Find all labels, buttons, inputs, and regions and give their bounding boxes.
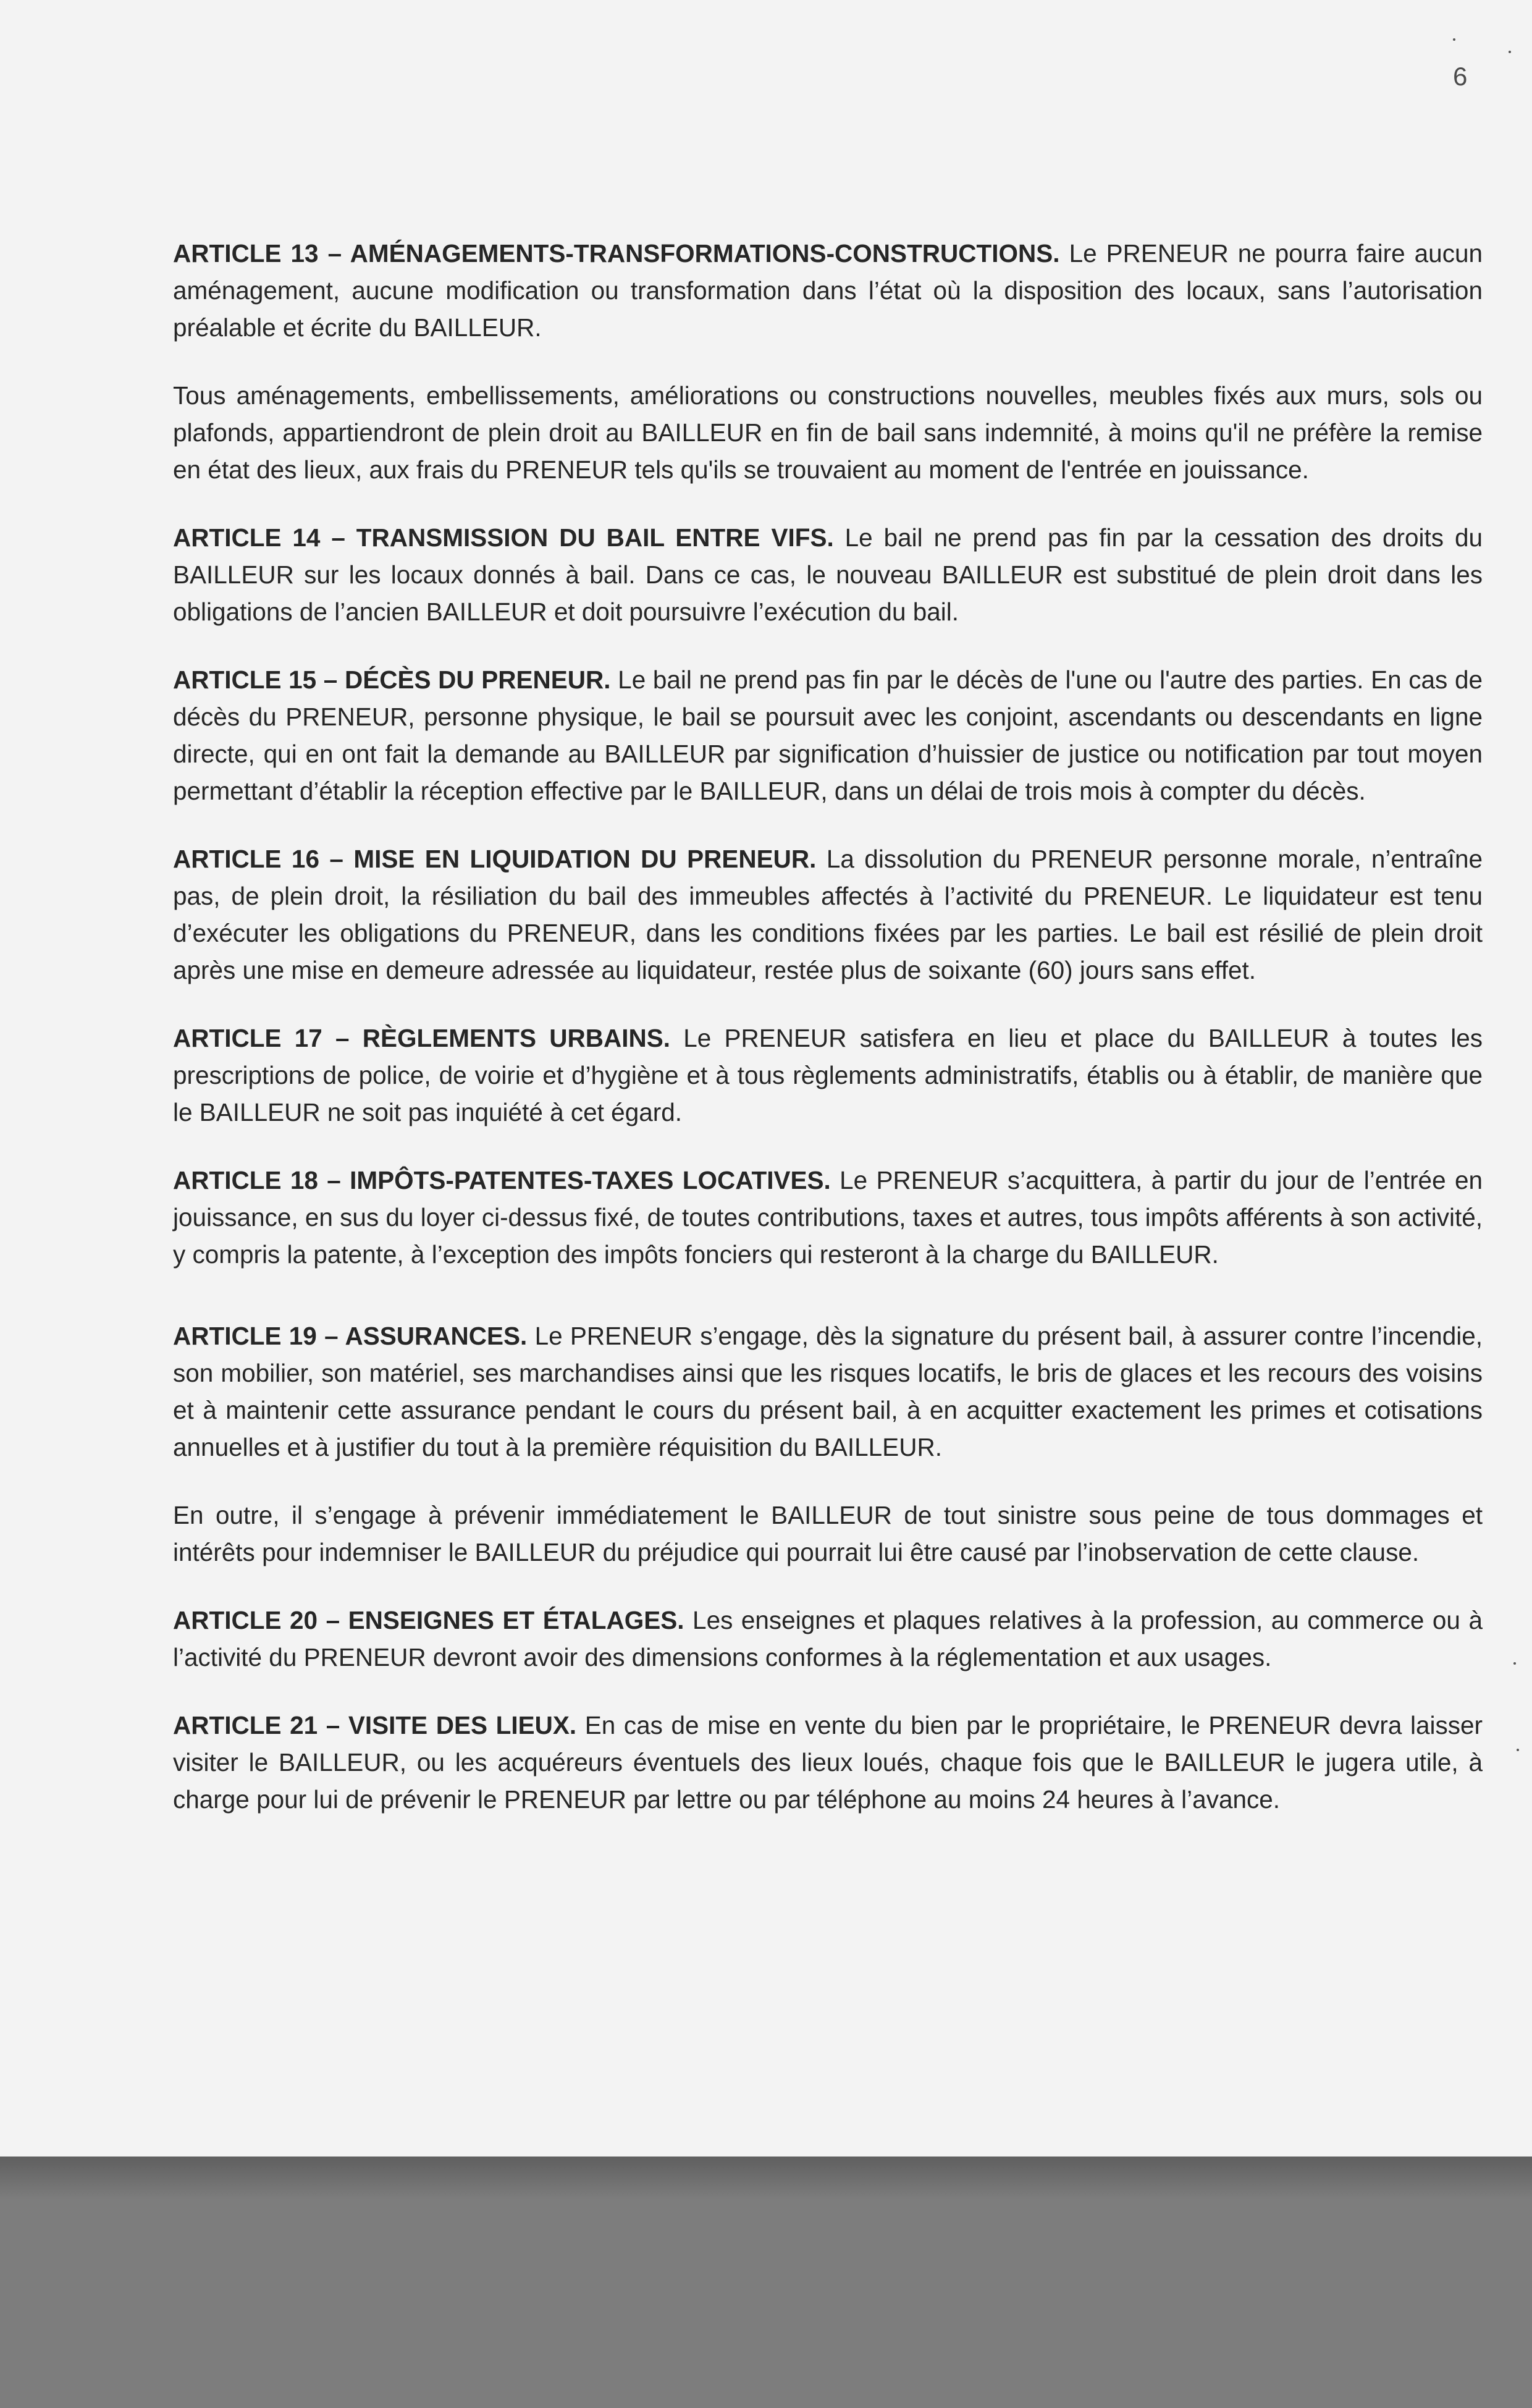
scan-background xyxy=(0,2157,1532,2200)
scan-speck xyxy=(1509,51,1511,53)
article-text: Le bail ne prend pas fin par le décès de l'une ou l'autre des parties. En cas de décès du PRENEUR, personne physique, le bail se poursuit avec les conjoint, ascendants ou descendants en ligne directe, qui en ont fait la demande au BAILLEUR par signification d’huissier de justice ou notification par tout moyen permettant d’établir la réception effective par le BAILLEUR, dans un délai de trois mois à compter du décès. xyxy=(173,665,1483,805)
article-title: ARTICLE 16 – MISE EN LIQUIDATION DU PRENEUR. xyxy=(173,845,817,873)
article-title: ARTICLE 18 – IMPÔTS-PATENTES-TAXES LOCATIVES. xyxy=(173,1166,831,1194)
scan-speck xyxy=(1513,1662,1516,1665)
article-title: ARTICLE 14 – TRANSMISSION DU BAIL ENTRE VIFS. xyxy=(173,523,834,552)
article-text: En cas de mise en vente du bien par le propriétaire, le PRENEUR devra laisser visiter le BAILLEUR, ou les acquéreurs éventuels des lieux loués, chaque fois que le BAILLEUR le jugera utile, à charge pour lui de prévenir le PRENEUR par lettre ou par téléphone au moins 24 heures à l’avance. xyxy=(173,1711,1483,1814)
article-16 xyxy=(173,840,1483,989)
scan-speck xyxy=(1453,38,1455,41)
article-13-paragraph-2 xyxy=(173,377,1483,488)
article-18 xyxy=(173,1162,1483,1273)
article-text: En outre, il s’engage à prévenir immédiatement le BAILLEUR de tout sinistre sous peine de tous dommages et intérêts pour indemniser le BAILLEUR du préjudice qui pourrait lui être causé par l’inobservation de cette clause. xyxy=(173,1501,1483,1566)
article-21 xyxy=(173,1707,1483,1818)
article-14 xyxy=(173,519,1483,630)
article-19-paragraph-2 xyxy=(173,1497,1483,1571)
article-text: Le PRENEUR s’acquittera, à partir du jour de l’entrée en jouissance, en sus du loyer ci-dessus fixé, de toutes contributions, taxes et autres, tous impôts afférents à son activité, y compris la patente, à l’exception des impôts fonciers qui resteront à la charge du BAILLEUR. xyxy=(173,1166,1483,1269)
article-13 xyxy=(173,235,1483,346)
article-title: ARTICLE 15 – DÉCÈS DU PRENEUR. xyxy=(173,665,611,694)
article-title: ARTICLE 21 – VISITE DES LIEUX. xyxy=(173,1711,577,1739)
article-title: ARTICLE 13 – AMÉNAGEMENTS-TRANSFORMATIONS-CONSTRUCTIONS. xyxy=(173,239,1060,268)
scan-speck xyxy=(1517,1749,1519,1751)
document-body xyxy=(173,235,1483,1849)
article-text: Le PRENEUR s’engage, dès la signature du présent bail, à assurer contre l’incendie, son mobilier, son matériel, ses marchandises ainsi que les risques locatifs, le bris de glaces et les recours des voisins et à maintenir cette assurance pendant le cours du présent bail, à en acquitter exactement les primes et cotisations annuelles et à justifier du tout à la première réquisition du BAILLEUR. xyxy=(173,1322,1483,1461)
article-text: Le PRENEUR ne pourra faire aucun aménagement, aucune modification ou transformation dans l’état où la disposition des locaux, sans l’autorisation préalable et écrite du BAILLEUR. xyxy=(173,239,1483,342)
article-text: Les enseignes et plaques relatives à la profession, au commerce ou à l’activité du PRENEUR devront avoir des dimensions conformes à la réglementation et aux usages. xyxy=(173,1606,1483,1671)
article-text: Tous aménagements, embellissements, améliorations ou constructions nouvelles, meubles fixés aux murs, sols ou plafonds, appartiendront de plein droit au BAILLEUR en fin de bail sans indemnité, à moins qu'il ne préfère la remise en état des lieux, aux frais du PRENEUR tels qu'ils se trouvaient au moment de l'entrée en jouissance. xyxy=(173,381,1483,484)
article-15 xyxy=(173,661,1483,809)
article-text: Le bail ne prend pas fin par la cessation des droits du BAILLEUR sur les locaux donnés à bail. Dans ce cas, le nouveau BAILLEUR est substitué de plein droit dans les obligations de l’ancien BAILLEUR et doit poursuivre l’exécution du bail. xyxy=(173,523,1483,626)
article-text: Le PRENEUR satisfera en lieu et place du BAILLEUR à toutes les prescriptions de police, de voirie et d’hygiène et à tous règlements administratifs, établis ou à établir, de manière que le BAILLEUR ne soit pas inquiété à cet égard. xyxy=(173,1024,1483,1126)
article-17 xyxy=(173,1020,1483,1131)
article-title: ARTICLE 19 – ASSURANCES. xyxy=(173,1322,528,1350)
article-title: ARTICLE 20 – ENSEIGNES ET ÉTALAGES. xyxy=(173,1606,684,1634)
article-text: La dissolution du PRENEUR personne morale, n’entraîne pas, de plein droit, la résiliation du bail des immeubles affectés à l’activité du PRENEUR. Le liquidateur est tenu d’exécuter les obligations du PRENEUR, dans les conditions fixées par les parties. Le bail est résilié de plein droit après une mise en demeure adressée au liquidateur, restée plus de soixante (60) jours sans effet. xyxy=(173,845,1483,984)
article-20 xyxy=(173,1602,1483,1676)
article-title: ARTICLE 17 – RÈGLEMENTS URBAINS. xyxy=(173,1024,670,1052)
page-number: 6 xyxy=(1453,62,1468,91)
article-19 xyxy=(173,1317,1483,1466)
